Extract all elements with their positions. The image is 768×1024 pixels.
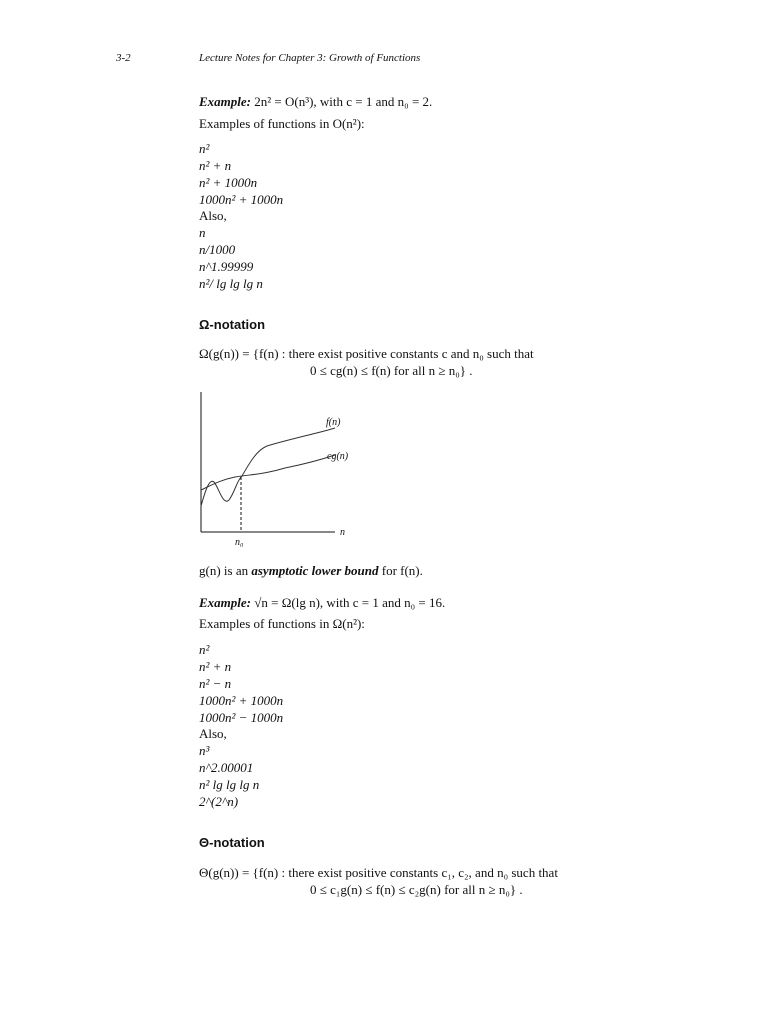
- running-title: Lecture Notes for Chapter 3: Growth of Functions: [199, 52, 421, 64]
- omega-example: [199, 594, 445, 611]
- page-number: 3-2: [116, 52, 131, 64]
- label-n0: n₀: [235, 537, 244, 548]
- curve-cg: [201, 455, 335, 490]
- omega-bound-sentence: [199, 562, 423, 579]
- list-item: n³: [199, 743, 210, 758]
- list-item: n: [199, 225, 206, 240]
- omega-example-text: √n = Ω(lg n), with c = 1 and n₀ = 16.: [254, 595, 446, 610]
- label-cg: cg(n): [327, 451, 349, 462]
- list-item: n^1.99999: [199, 259, 254, 274]
- theta-heading: Θ-notation: [199, 835, 265, 850]
- bigo-function-list: [199, 140, 283, 208]
- list-item: n²/ lg lg lg n: [199, 276, 263, 291]
- list-item: n² + 1000n: [199, 175, 258, 190]
- list-item: n²: [199, 141, 210, 156]
- bigo-examples-intro: Examples of functions in O(n²):: [199, 116, 365, 131]
- bigo-example-text: 2n² = O(n³), with c = 1 and n₀ = 2.: [254, 94, 433, 109]
- omega-definition-line1: Ω(g(n)) = {f(n) : there exist positive constants c and n₀ such that: [199, 346, 534, 361]
- list-item: n²: [199, 642, 210, 657]
- theta-definition-line1: Θ(g(n)) = {f(n) : there exist positive constants c₁, c₂, and n₀ such that: [199, 865, 558, 880]
- list-item: 1000n² + 1000n: [199, 192, 284, 207]
- bigo-example-label: Example:: [199, 94, 251, 109]
- bound-prefix: g(n) is an: [199, 563, 249, 578]
- omega-graph: [195, 388, 365, 553]
- omega-heading: Ω-notation: [199, 317, 266, 332]
- omega-example-label: Example:: [199, 595, 251, 610]
- omega-definition-line2: 0 ≤ cg(n) ≤ f(n) for all n ≥ n₀} .: [310, 363, 473, 378]
- omega-examples-intro: Examples of functions in Ω(n²):: [199, 616, 365, 631]
- list-item: n² + n: [199, 158, 232, 173]
- theta-definition-line2: 0 ≤ c₁g(n) ≤ f(n) ≤ c₂g(n) for all n ≥ n₀} .: [310, 882, 523, 897]
- bound-suffix: for f(n).: [381, 563, 423, 578]
- list-item: n² lg lg lg n: [199, 777, 260, 792]
- bigo-also-label: Also,: [199, 208, 227, 223]
- label-f: f(n): [326, 417, 341, 428]
- label-x: n: [340, 527, 345, 538]
- curve-f: [201, 428, 335, 506]
- list-item: 1000n² + 1000n: [199, 693, 284, 708]
- list-item: n/1000: [199, 242, 236, 257]
- list-item: n^2.00001: [199, 760, 254, 775]
- bound-term: asymptotic lower bound: [251, 563, 379, 578]
- omega-also-list: [199, 742, 259, 810]
- omega-function-list: [199, 641, 283, 726]
- list-item: 1000n² − 1000n: [199, 710, 284, 725]
- omega-also-label: Also,: [199, 726, 227, 741]
- list-item: n² + n: [199, 659, 232, 674]
- bigo-example: [199, 93, 432, 110]
- list-item: n² − n: [199, 676, 232, 691]
- list-item: 2^(2^n): [199, 794, 239, 809]
- bigo-also-list: [199, 224, 263, 292]
